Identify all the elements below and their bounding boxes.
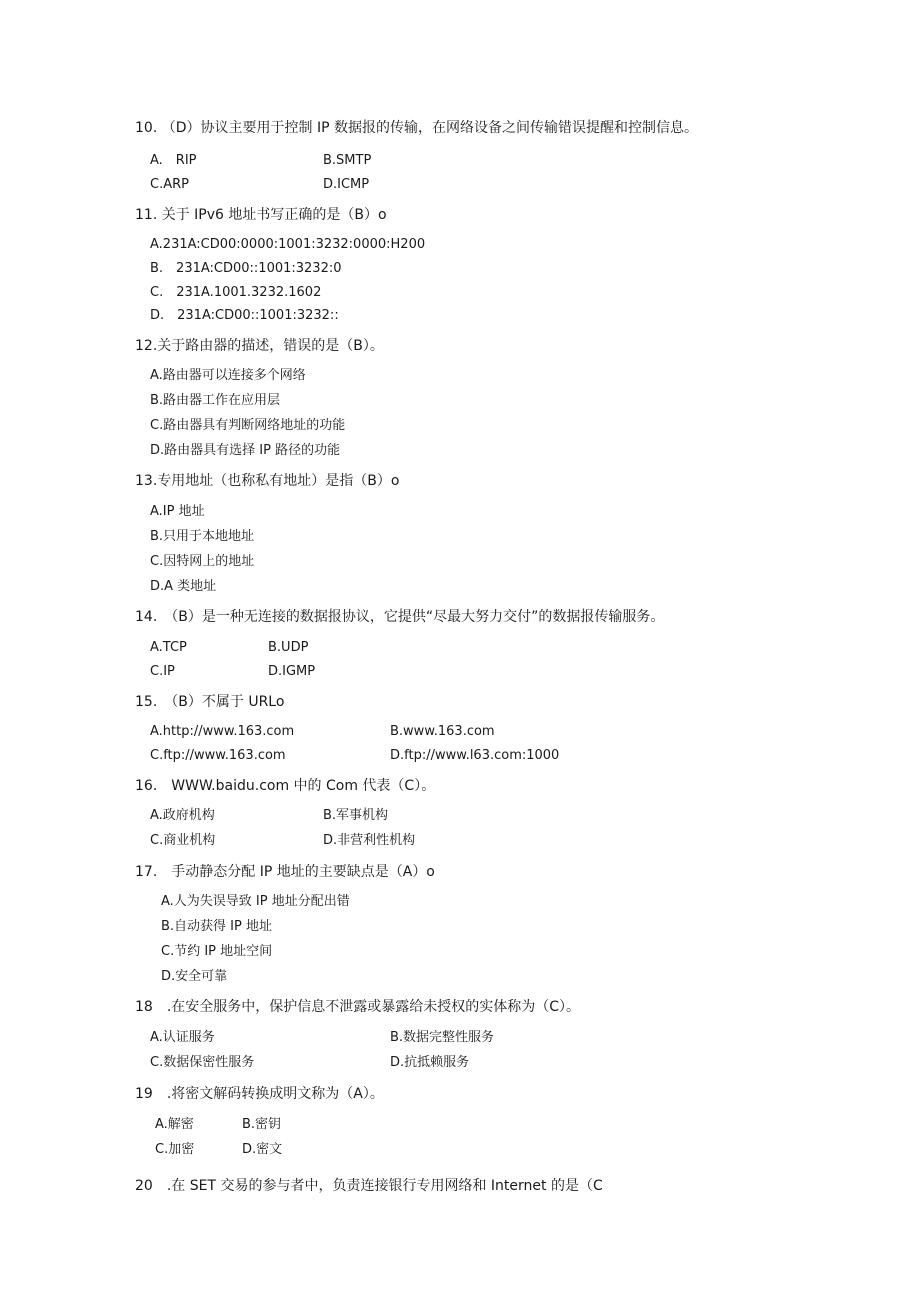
option-14-d: D.IGMP xyxy=(268,664,316,679)
option-11-d: D. 231A:CD00::1001:3232:: xyxy=(150,308,339,323)
option-13-b: B.只用于本地地址 xyxy=(150,529,255,544)
option-15-a: A.http://www.163.com xyxy=(150,724,295,739)
option-16-a: A.政府机构 xyxy=(150,808,215,823)
question-10-stem: 10. （D）协议主要用于控制 IP 数据报的传输，在网络设备之间传输错误提醒和控制信息。 xyxy=(135,120,698,136)
option-18-b: B.数据完整性服务 xyxy=(390,1030,495,1045)
option-17-b: B.自动获得 IP 地址 xyxy=(161,919,272,934)
option-10-d: D.ICMP xyxy=(323,177,370,192)
option-17-a: A.人为失误导致 IP 地址分配出错 xyxy=(161,894,350,909)
option-14-b: B.UDP xyxy=(268,640,309,655)
option-13-d: D.A 类地址 xyxy=(150,579,217,594)
option-16-c: C.商业机构 xyxy=(150,833,216,848)
option-19-c: C.加密 xyxy=(155,1142,195,1157)
option-16-d: D.非营利性机构 xyxy=(323,833,416,848)
option-10-a: A. RIP xyxy=(150,153,197,168)
option-12-d: D.路由器具有选择 IP 路径的功能 xyxy=(150,443,341,458)
option-14-a: A.TCP xyxy=(150,640,187,655)
question-11-stem: 11. 关于 IPv6 地址书写正确的是（B）o xyxy=(135,207,387,223)
question-16-stem: 16. WWW.baidu.com 中的 Com 代表（C）。 xyxy=(135,778,436,794)
option-15-d: D.ftp://www.l63.com:1000 xyxy=(390,748,560,763)
option-12-b: B.路由器工作在应用层 xyxy=(150,393,281,408)
option-14-c: C.IP xyxy=(150,664,175,679)
option-15-b: B.www.163.com xyxy=(390,724,495,739)
option-18-a: A.认证服务 xyxy=(150,1030,215,1045)
question-17-stem: 17. 手动静态分配 IP 地址的主要缺点是（A）o xyxy=(135,864,435,880)
option-11-a: A.231A:CD00:0000:1001:3232:0000:H200 xyxy=(150,237,426,252)
option-19-d: D.密文 xyxy=(242,1142,283,1157)
option-13-a: A.IP 地址 xyxy=(150,504,205,519)
question-12-stem: 12.关于路由器的描述，错误的是（B）。 xyxy=(135,338,384,354)
question-14-stem: 14. （B）是一种无连接的数据报协议，它提供“尽最大努力交付”的数据报传输服务。 xyxy=(135,609,665,625)
option-11-b: B. 231A:CD00::1001:3232:0 xyxy=(150,261,342,276)
question-20-stem: 20 .在 SET 交易的参与者中，负责连接银行专用网络和 Internet 的是（C xyxy=(135,1178,603,1194)
option-19-a: A.解密 xyxy=(155,1117,194,1132)
option-11-c: C. 231A.1001.3232.1602 xyxy=(150,285,322,300)
option-17-d: D.安全可靠 xyxy=(161,969,228,984)
question-13-stem: 13.专用地址（也称私有地址）是指（B）o xyxy=(135,473,400,489)
option-18-d: D.抗抵赖服务 xyxy=(390,1055,470,1070)
option-12-c: C.路由器具有判断网络地址的功能 xyxy=(150,418,346,433)
question-18-stem: 18 .在安全服务中，保护信息不泄露或暴露给未授权的实体称为（C）。 xyxy=(135,999,581,1015)
option-18-c: C.数据保密性服务 xyxy=(150,1055,255,1070)
option-16-b: B.军事机构 xyxy=(323,808,389,823)
option-13-c: C.因特网上的地址 xyxy=(150,554,255,569)
option-10-c: C.ARP xyxy=(150,177,189,192)
option-19-b: B.密钥 xyxy=(242,1117,282,1132)
question-19-stem: 19 .将密文解码转换成明文称为（A）。 xyxy=(135,1086,384,1102)
question-15-stem: 15. （B）不属于 URLo xyxy=(135,694,285,710)
option-10-b: B.SMTP xyxy=(323,153,372,168)
option-17-c: C.节约 IP 地址空间 xyxy=(161,944,273,959)
option-15-c: C.ftp://www.163.com xyxy=(150,748,286,763)
option-12-a: A.路由器可以连接多个网络 xyxy=(150,368,306,383)
